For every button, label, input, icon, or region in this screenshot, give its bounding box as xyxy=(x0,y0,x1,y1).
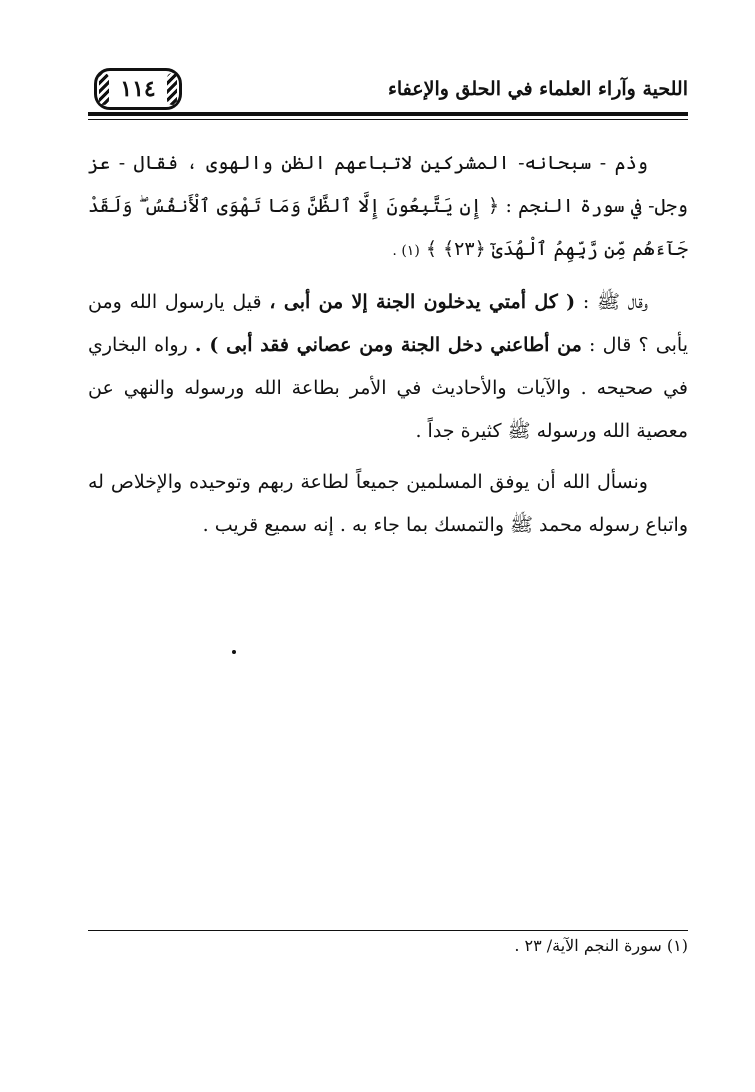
stray-dot xyxy=(232,650,236,654)
p1-line1: وذم - سبحانه- المشركين لاتباعهم الظن والهوى ، فقال - عز xyxy=(88,152,648,174)
p2-rest: رواه البخاري في صحيحه . والآيات والأحاديث في الأمر بطاعة الله ورسوله والنهي عن معصية الله ورسوله ﷺ كثيرة جداً . xyxy=(88,334,688,442)
p2-mid: قيل يارسول الله ومن يأبى ؟ قال : xyxy=(88,291,689,356)
p2-pre: وقال ﷺ : xyxy=(582,291,649,313)
hadith-part-2: من أطاعني دخل الجنة ومن عصاني فقد أبى ) . xyxy=(194,334,582,356)
header-rule-thin xyxy=(88,119,688,120)
header-rule-thick xyxy=(88,112,688,116)
paragraph-3 xyxy=(88,461,688,547)
page-header xyxy=(88,62,688,122)
body-text xyxy=(88,142,688,553)
running-title: اللحية وآراء العلماء في الحلق والإعفاء xyxy=(387,78,688,100)
paragraph-1 xyxy=(88,142,688,273)
page-number: ١١٤ xyxy=(120,76,156,102)
p1-line2-pre: وجل- في سورة النجم : xyxy=(505,195,688,217)
footnote: (١) سورة النجم الآية/ ٢٣ . xyxy=(514,936,688,955)
hadith-part-1: ( كل أمتي يدخلون الجنة إلا من أبى ، xyxy=(269,291,576,313)
quran-verse: ﴿ إِن يَتَّبِعُونَ إِلَّا ٱلظَّنَّ وَمَا تَهْوَى ٱلْأَنفُسُ ۖ وَلَقَدْ جَآءَهُم مِّن رَّبِّهِمُ ٱلْهُدَىٰٓ ﴿٢٣﴾ ﴾ xyxy=(88,195,688,260)
p3-text: ونسأل الله أن يوفق المسلمين جميعاً لطاعة ربهم وتوحيده والإخلاص له واتباع رسوله محمد ﷺ والتمسك بما جاء به . إنه سميع قريب . xyxy=(88,471,688,536)
footnote-rule xyxy=(88,930,688,931)
footnote-reference: (١) . xyxy=(392,243,420,259)
paragraph-2 xyxy=(88,281,688,453)
page-number-badge xyxy=(94,68,182,110)
